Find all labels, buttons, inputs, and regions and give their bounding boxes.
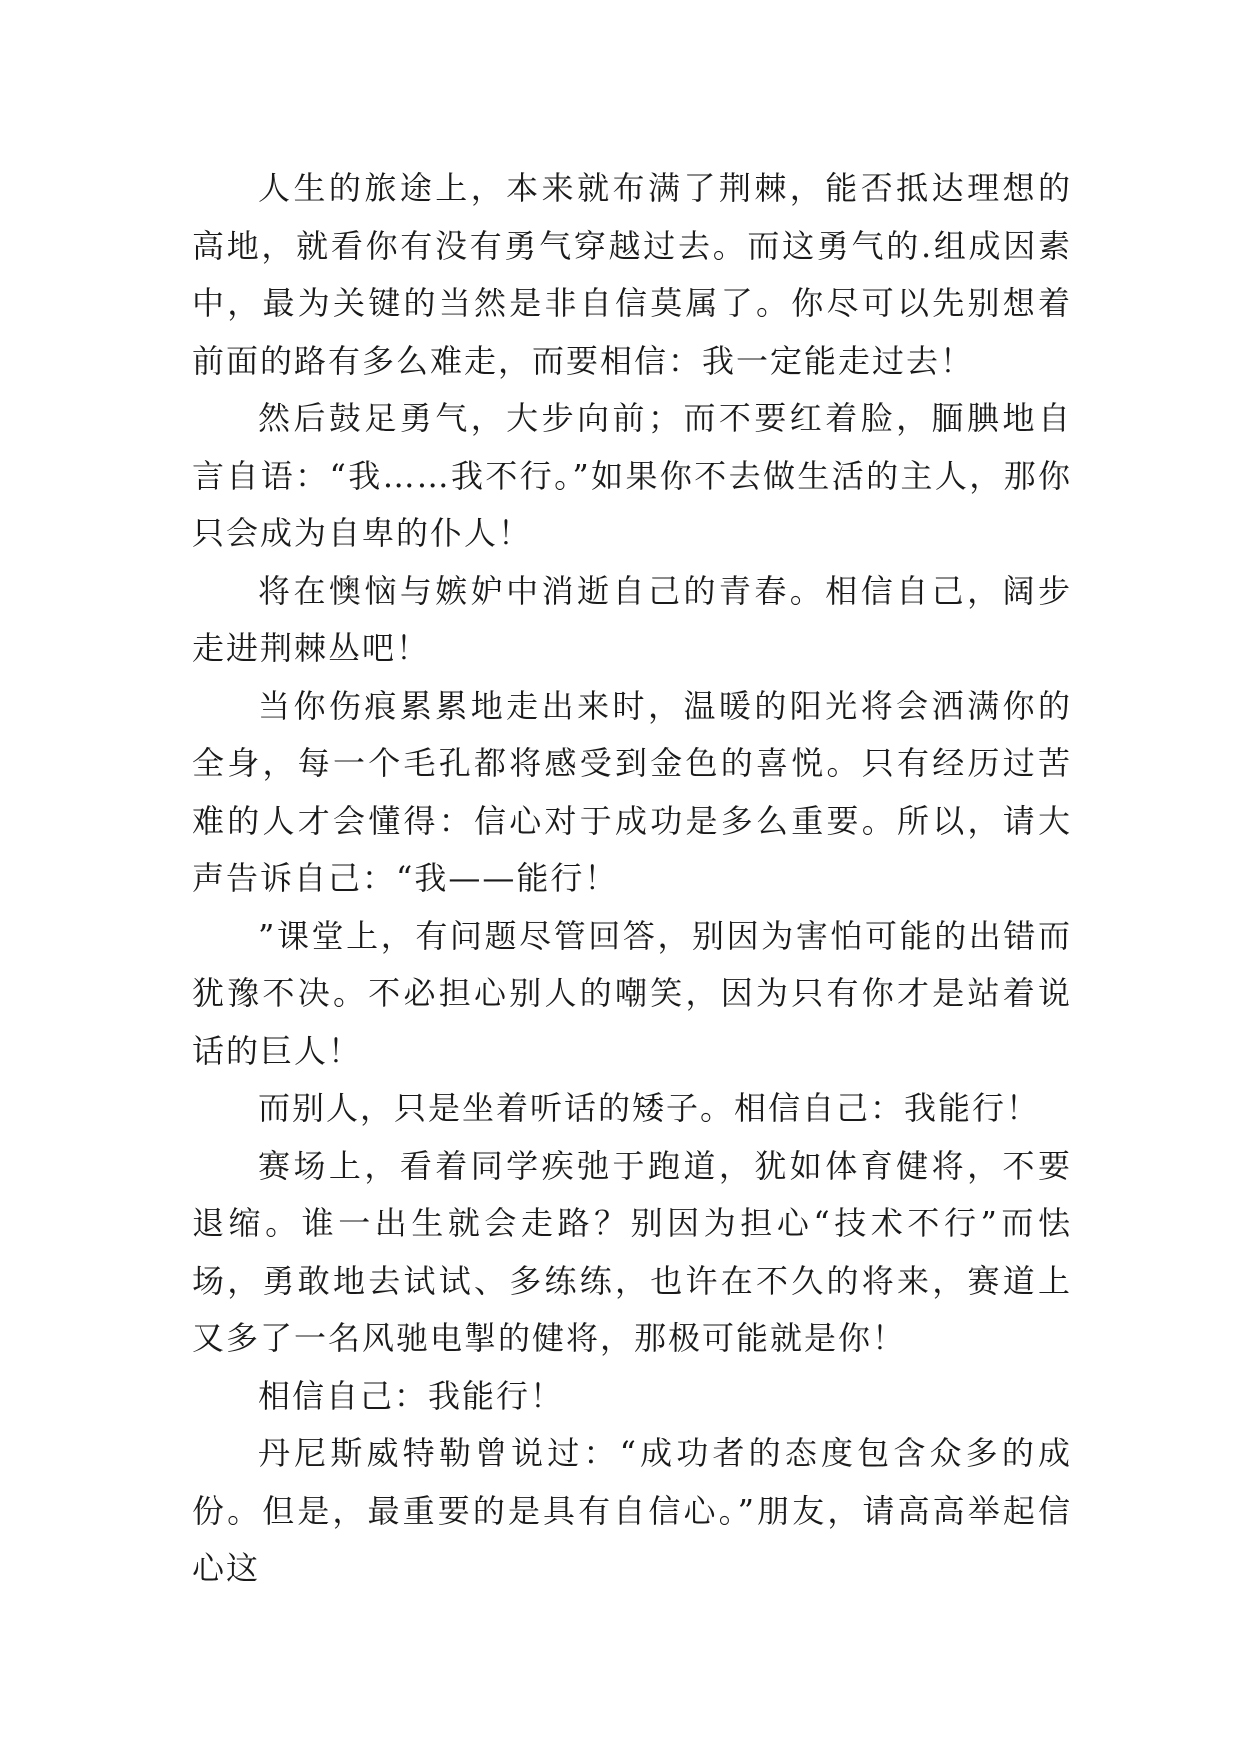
paragraph: ”课堂上，有问题尽管回答，别因为害怕可能的出错而犹豫不决。不必担心别人的嘲笑，因为只有你才是站着说话的巨人！ <box>192 916 1072 1070</box>
paragraph: 丹尼斯威特勒曾说过：“成功者的态度包含众多的成份。但是，最重要的是具有自信心。”朋友，请高高举起信心这 <box>192 1434 1072 1587</box>
paragraph: 相信自己：我能行！ <box>258 1376 565 1415</box>
paragraph: 当你伤痕累累地走出来时，温暖的阳光将会洒满你的全身，每一个毛孔都将感受到金色的喜悦。只有经历过苦难的人才会懂得：信心对于成功是多么重要。所以，请大声告诉自己：“我——能行！ <box>192 686 1072 897</box>
paragraph: 而别人，只是坐着听话的矮子。相信自己：我能行！ <box>258 1089 1041 1127</box>
paragraph: 将在懊恼与嫉妒中消逝自己的青春。相信自己，阔步走进荆棘丛吧！ <box>192 571 1072 667</box>
paragraph: 人生的旅途上，本来就布满了荆棘，能否抵达理想的高地，就看你有没有勇气穿越过去。而这勇气的.组成因素中，最为关键的当然是非自信莫属了。你尽可以先别想着前面的路有多么难走，而要相信：我一定能走过去！ <box>192 169 1072 380</box>
document-body <box>192 160 1072 1598</box>
paragraph: 赛场上，看着同学疾弛于跑道，犹如体育健将，不要退缩。谁一出生就会走路？别因为担心“技术不行”而怯场，勇敢地去试试、多练练，也许在不久的将来，赛道上又多了一名风驰电掣的健将，那极可能就是你！ <box>192 1146 1072 1357</box>
paragraph: 然后鼓足勇气，大步向前；而不要红着脸，腼腆地自言自语：“我……我不行。”如果你不去做生活的主人，那你只会成为自卑的仆人！ <box>192 399 1072 552</box>
